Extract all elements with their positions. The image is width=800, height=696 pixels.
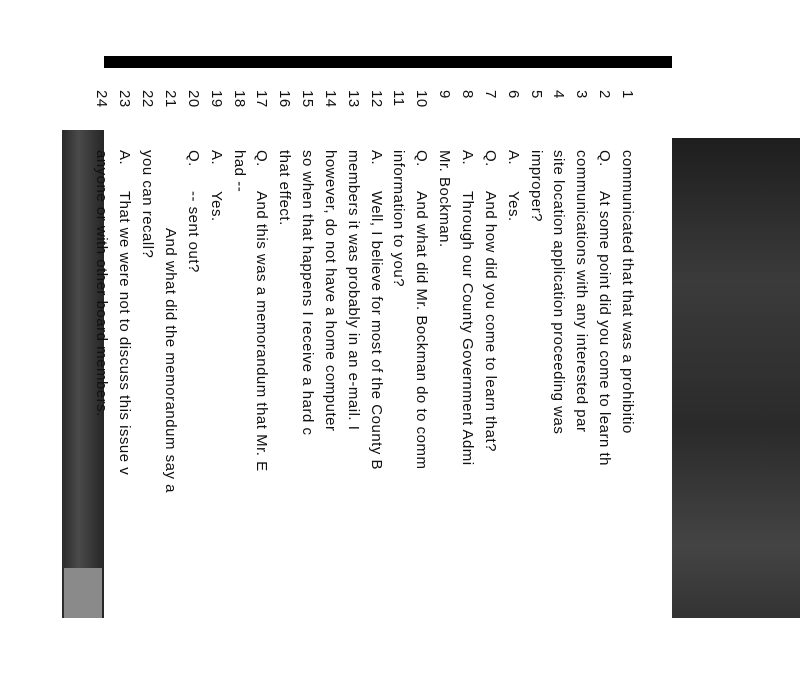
transcript-line <box>456 56 479 696</box>
line-number: 18 <box>230 90 248 108</box>
transcript-line <box>570 56 593 696</box>
speaker-label: Q. <box>253 150 271 167</box>
line-number: 14 <box>321 90 339 108</box>
line-text: Yes. <box>504 191 522 222</box>
line-text: At some point did you come to learn th <box>596 191 614 466</box>
transcript-line <box>593 56 616 696</box>
line-number: 20 <box>184 90 202 108</box>
transcript-line <box>90 56 113 696</box>
transcript-line <box>433 56 456 696</box>
line-text: anyone or with other board members. <box>93 150 111 417</box>
line-text: members it was probably in an e-mail. I <box>344 150 362 431</box>
transcript-line <box>296 56 319 696</box>
transcript-line <box>365 56 388 696</box>
transcript-line <box>342 56 365 696</box>
line-text: Mr. Bockman. <box>436 150 454 248</box>
line-number: 22 <box>139 90 157 108</box>
transcript-line <box>136 56 159 696</box>
line-number: 15 <box>299 90 317 108</box>
speaker-label: A. <box>207 150 225 166</box>
transcript-line <box>319 56 342 696</box>
line-number: 8 <box>459 90 477 99</box>
speaker-label: Q. <box>596 150 614 167</box>
line-number: 11 <box>390 90 408 107</box>
line-number: 12 <box>367 90 385 108</box>
line-number: 5 <box>527 90 545 99</box>
rotated-transcript-text <box>93 56 672 618</box>
transcript-line <box>113 56 136 696</box>
transcript-page <box>93 56 672 618</box>
line-text: Yes. <box>207 191 225 222</box>
line-number: 21 <box>162 90 179 108</box>
line-number: 23 <box>116 90 134 108</box>
line-text: -- sent out? <box>184 191 202 273</box>
line-number: 3 <box>573 90 591 99</box>
speaker-label: Q. <box>184 150 202 167</box>
transcript-line <box>410 56 433 696</box>
line-number: 2 <box>596 90 614 99</box>
speaker-label: A. <box>459 150 477 166</box>
transcript-line <box>250 56 273 696</box>
line-text: Through our County Government Admi <box>459 191 477 466</box>
scanner-shadow-right <box>672 138 800 618</box>
line-number: 17 <box>253 90 271 108</box>
transcript-line <box>205 56 228 696</box>
line-text: And this was a memorandum that Mr. E <box>253 191 271 472</box>
transcript-line <box>547 56 570 696</box>
line-text: so when that happens I receive a hard c <box>299 150 317 436</box>
line-text: And how did you come to learn that? <box>481 191 499 452</box>
transcript-line <box>182 56 205 696</box>
speaker-label: A. <box>504 150 522 166</box>
transcript-line <box>525 56 548 696</box>
line-number: 9 <box>436 90 454 99</box>
line-number: 19 <box>207 90 225 108</box>
line-number: 7 <box>481 90 499 99</box>
line-text: communicated that that was a prohibitio <box>619 150 636 434</box>
line-text: improper? <box>527 150 545 223</box>
line-number: 1 <box>619 90 636 99</box>
speaker-label: Q. <box>481 150 499 167</box>
speaker-label: A. <box>116 150 134 166</box>
line-text: Well, I believe for most of the County B <box>367 191 385 471</box>
line-text: And what did Mr. Bockman do to comm <box>413 191 431 470</box>
line-text: had -- <box>230 150 248 193</box>
line-number: 24 <box>93 90 111 108</box>
transcript-line <box>159 56 182 696</box>
transcript-line <box>228 56 251 696</box>
transcript-line <box>616 56 639 696</box>
line-text: site location application proceeding was <box>550 150 568 435</box>
line-number: 6 <box>504 90 522 99</box>
speaker-label: A. <box>367 150 385 166</box>
transcript-line <box>479 56 502 696</box>
line-text: however, do not have a home computer <box>321 150 339 432</box>
line-text: That we were not to discuss this issue v <box>116 191 134 476</box>
line-text: information to you? <box>390 150 408 288</box>
line-number: 10 <box>413 90 431 108</box>
line-text: And what did the memorandum say a <box>162 228 179 493</box>
line-number: 13 <box>344 90 362 108</box>
line-text: communications with any interested par <box>573 150 591 433</box>
transcript-line <box>388 56 411 696</box>
transcript-line <box>502 56 525 696</box>
line-text: that effect. <box>276 150 294 226</box>
line-text: you can recall? <box>139 150 157 259</box>
transcript-line <box>273 56 296 696</box>
line-number: 16 <box>276 90 294 108</box>
speaker-label: Q. <box>413 150 431 167</box>
line-number: 4 <box>550 90 568 99</box>
